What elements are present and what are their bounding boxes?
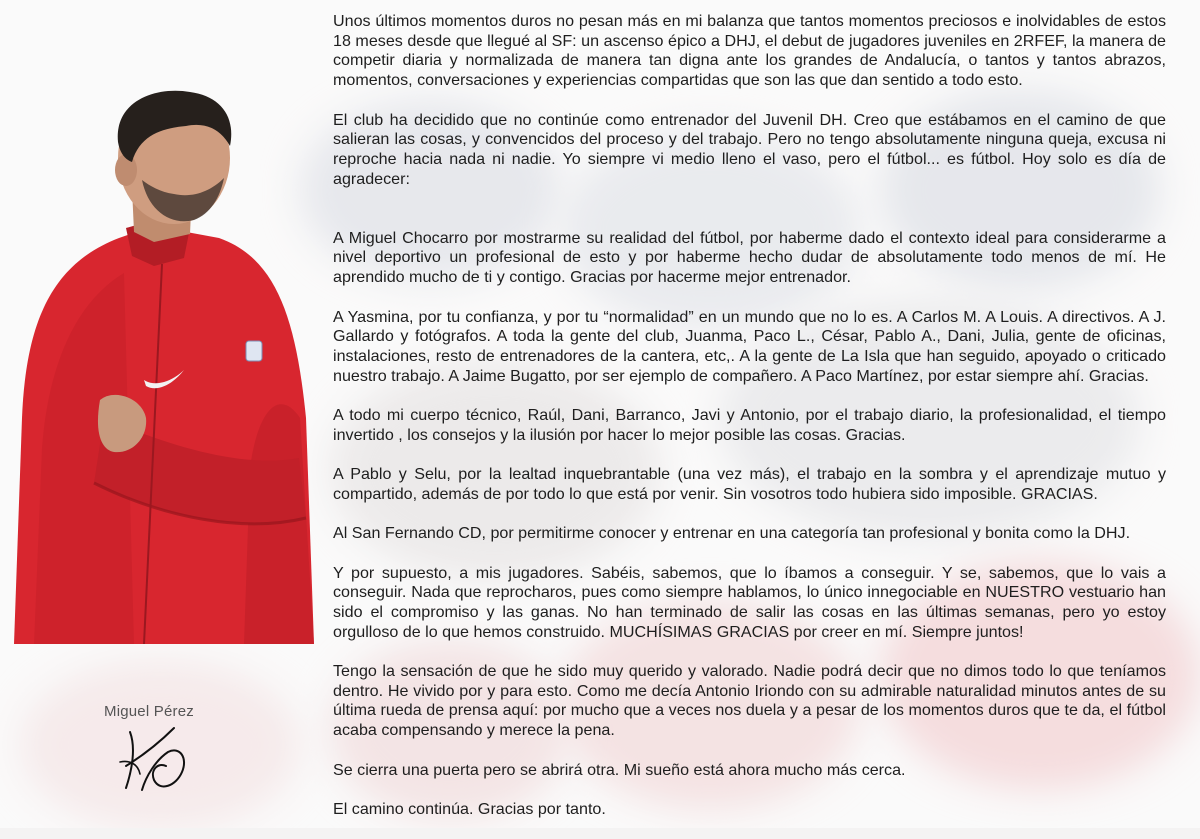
signature-name: Miguel Pérez xyxy=(104,703,194,720)
letter-paragraph: Al San Fernando CD, por permitirme conocer y entrenar en una categoría tan profesional y bonita como la DHJ. xyxy=(333,524,1131,543)
letter-paragraph: Unos últimos momentos duros no pesan más en mi balanza que tantos momentos preciosos e inolvidables de estos 18 meses desde que llegué al SF: un ascenso épico a DHJ, el debut de jugadores juveniles en 2RFEF, la manera de competir diaria y normalizada de manera tan digna ante los grandes de Andalucía, o tantos y tantos abrazos, momentos, conversaciones y experiencias compartidas que son las que dan sentido a todo esto. xyxy=(333,12,1166,90)
letter-paragraph: A Miguel Chocarro por mostrarme su realidad del fútbol, por haberme dado el contexto ideal para considerarme a nivel deportivo un profesional de esto y por haberme hecho dudar de absolutamente todo menos de mí. He aprendido mucho de ti y contigo. Gracias por hacerme mejor entrenador. xyxy=(333,228,1166,287)
letter-paragraph: El club ha decidido que no continúe como entrenador del Juvenil DH. Creo que estábamos en el camino de que salieran las cosas, y convencidos del proceso y del trabajo. Pero no tengo absolutamente ninguna queja, excusa ni reproche hacia nada ni nadie. Yo siempre vi medio lleno el vaso, pero el fútbol... es fútbol. Hoy solo es día de agradecer: xyxy=(333,110,1166,188)
letter-paragraph: Se cierra una puerta pero se abrirá otra. Mi sueño está ahora mucho más cerca. xyxy=(333,760,906,779)
letter-paragraph: A todo mi cuerpo técnico, Raúl, Dani, Barranco, Javi y Antonio, por el trabajo diario, la profesionalidad, el tiempo invertido , los consejos y la ilusión por hacer lo mejor posible las cosas. Gracias. xyxy=(333,406,1166,444)
letter-body xyxy=(333,12,1166,839)
letter-paragraph: A Pablo y Selu, por la lealtad inquebrantable (una vez más), el trabajo en la sombra y el aprendizaje mutuo y compartido, además de por todo lo que está por venir. Sin vosotros todo hubiera sido imposible. GRACIAS. xyxy=(333,465,1166,503)
coach-portrait xyxy=(14,88,314,644)
letter-paragraph: Tengo la sensación de que he sido muy querido y valorado. Nadie podrá decir que no dimos todo lo que teníamos dentro. He vivido por y para esto. Como me decía Antonio Iriondo con su admirable naturalidad minutos antes de su última rueda de prensa aquí: por mucho que a veces nos duela y a pesar de los momentos duros que te da, el fútbol acaba compensando y merece la pena. xyxy=(333,662,1166,740)
letter-paragraph: El camino continúa. Gracias por tanto. xyxy=(333,799,606,818)
signature-mark xyxy=(116,722,192,794)
letter-paragraph: A Yasmina, por tu confianza, y por tu “normalidad” en un mundo que no lo es. A Carlos M. A Louis. A directivos. A J. Gallardo y fotógrafos. A toda la gente del club, Juanma, Paco L., César, Pablo A., Dani, Julia, gente de oficinas, instalaciones, resto de entrenadores de la cantera, etc,. A la gente de La Isla que han seguido, apoyado o criticado nuestro trabajo. A Jaime Bugatto, por ser ejemplo de compañero. A Paco Martínez, por estar siempre ahí. Gracias. xyxy=(333,307,1166,385)
letter-paragraph: Y por supuesto, a mis jugadores. Sabéis, sabemos, que lo íbamos a conseguir. Y se, sabemos, que lo vais a conseguir. Nada que reprocharos, pues como siempre hablamos, lo único innegociable en NUESTRO vestuario han sido el compromiso y las ganas. No han terminado de salir las cosas en las últimas semanas, pero yo estoy orgulloso de lo que hemos construido. MUCHÍSIMAS GRACIAS por creer en mí. Siempre juntos! xyxy=(333,563,1166,641)
